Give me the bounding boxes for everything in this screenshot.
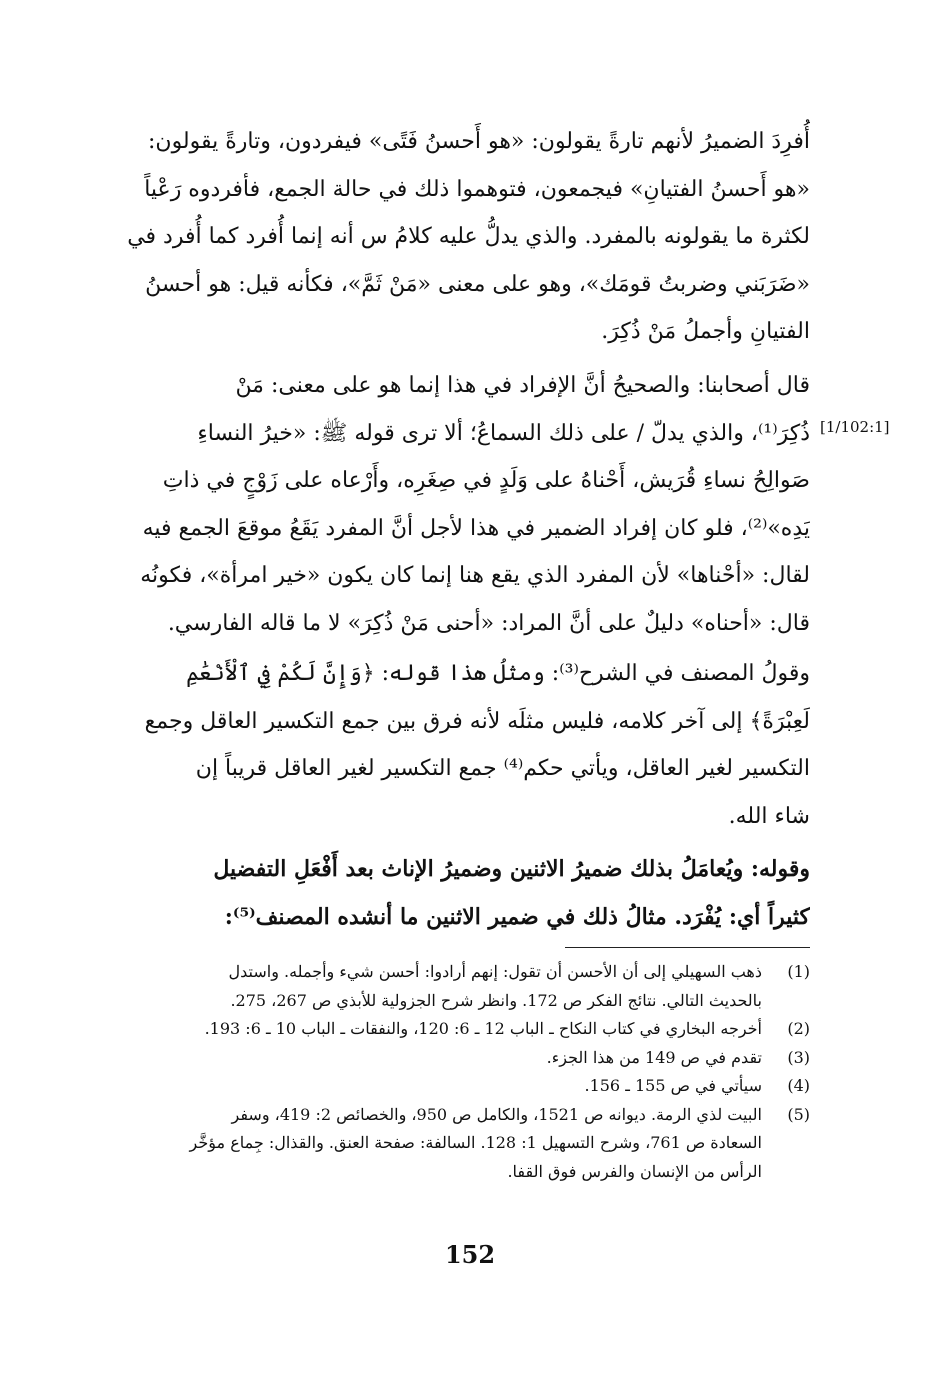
footnote-line: بالحديث التالي. نتائج الفكر ص 172. وانظر شرح الجزولية للأبذي ص 267، 275. — [230, 990, 762, 1010]
footnote-text — [100, 1015, 762, 1044]
text-line: لكثرة ما يقولونه بالمفرد. والذي يدلُّ عليه كلامُ س أنه إنما أُفرد كما أُفرد في — [127, 224, 810, 249]
footnote-4 — [100, 1072, 810, 1101]
footnote-line: ذهب السهيلي إلى أن الأحسن أن تقول: إنهم أرادوا: أحسن شيء وأجمله. واستدل — [228, 962, 762, 981]
text-line: صَوالِحُ نساءِ قُرَيش، أَحْناهُ على وَلَدٍ في صِغَرِه، وأَرْعاه على زَوْجٍ في ذاتِ — [162, 468, 810, 493]
text-line: الفتيانِ وأجملُ مَنْ ذُكِرَ. — [601, 319, 810, 344]
footnotes — [100, 958, 810, 1186]
page-number: 152 — [444, 1240, 496, 1269]
footnote-line: الرأس من الإنسان والفرس فوق القفا. — [507, 1161, 762, 1181]
text-line: التكسير لغير العاقل، ويأتي حكم⁽⁴⁾ جمع التكسير لغير العاقل قريباً إن — [195, 756, 810, 781]
footnote-5 — [100, 1101, 810, 1187]
paragraph-3 — [100, 650, 810, 840]
text-line: لقال: «أحْناها» لأن المفرد الذي يقع هنا إنما كان يكون «خير امرأة»، فكونُه — [140, 563, 810, 588]
footnote-line: أخرجه البخاري في كتاب النكاح ـ الباب 12 ـ 6: 120، والنفقات ـ الباب 10 ـ 6: 193. — [204, 1019, 762, 1038]
text-line: أُفرِدَ الضميرُ لأنهم تارةً يقولون: «هو أَحسنُ فَتًى» فيفردون، وتارةً يقولون: — [148, 129, 810, 154]
footnote-number: (3) — [787, 1047, 810, 1067]
paragraph-2 — [100, 362, 810, 647]
footnote-2 — [100, 1015, 810, 1044]
footnote-1 — [100, 958, 810, 1015]
footnote-text — [100, 1072, 762, 1101]
footnote-line: تقدم في ص 149 من هذا الجزء. — [546, 1047, 762, 1067]
footnote-text — [100, 1044, 762, 1073]
text-line: شاء الله. — [728, 803, 810, 829]
footnote-text — [100, 1101, 762, 1187]
text-line: قال أصحابنا: والصحيحُ أنَّ الإفراد في هذا إنما هو على معنى: مَنْ — [235, 373, 810, 398]
footnote-number: (1) — [787, 962, 810, 981]
text-line: كثيراً أي: يُفْرَد. مثالُ ذلك في ضمير الاثنين ما أنشده المصنف⁽⁵⁾: — [224, 903, 810, 930]
footnote-line: البيت لذي الرمة. ديوانه ص 1521، والكامل ص 950، والخصائص 2: 419، وسفر — [231, 1104, 762, 1124]
footnote-line: سيأتي في ص 155 ـ 156. — [584, 1076, 762, 1095]
text-line: يَدِه»⁽²⁾، فلو كان إفراد الضمير في هذا لأجل أنَّ المفرد يَقَعُ موقعَ الجمع فيه — [142, 515, 810, 541]
footnote-separator — [565, 947, 810, 948]
text-line: وقولُ المصنف في الشرح⁽³⁾: ومثلُ هذا قوله: ﴿وَإِنَّ لَكُمْ فِي ٱلْأَنْعَٰمِ — [186, 661, 810, 686]
footnote-text — [100, 958, 762, 1015]
footnote-number: (2) — [787, 1019, 810, 1038]
paragraph-1 — [100, 118, 810, 356]
text-line: وقوله: ويُعامَلُ بذلك ضميرُ الاثنين وضميرُ الإناث بعد أَفْعَلِ التفضيل — [213, 856, 810, 882]
paragraph-4-bold-lemma — [100, 846, 810, 941]
manuscript-folio-reference: [1/102:1] — [820, 418, 890, 436]
footnote-number: (4) — [787, 1076, 810, 1095]
text-line: «ضَرَبَني وضربتُ قومَك»، وهو على معنى «مَنْ ثَمَّ»، فكأنه قيل: هو أحسنُ — [145, 271, 810, 297]
footnote-3 — [100, 1044, 810, 1073]
text-line: قال: «أحناه» دليلٌ على أنَّ المراد: «أحنى مَنْ ذُكِرَ» لا ما قاله الفارسي. — [167, 610, 810, 636]
text-line: ذُكِرَ⁽¹⁾، والذي يدلّ / على ذلك السماعُ؛ ألا ترى قوله ﷺ: «خيرُ النساءِ — [197, 420, 810, 446]
text-line: لَعِبْرَةً﴾ إلى آخر كلامه، فليس مثلَه لأنه فرق بين جمع التكسير العاقل وجمع — [144, 708, 810, 734]
footnote-line: السعادة ص 761، وشرح التسهيل 1: 128. السالفة: صفحة العنق. والقذال: جِماع مؤخَّر — [189, 1133, 762, 1152]
text-line: «هو أَحسنُ الفتيانِ» فيجمعون، فتوهموا ذلك في حالة الجمع، فأفردوه رَعْياً — [144, 176, 810, 202]
footnote-number: (5) — [787, 1104, 810, 1124]
